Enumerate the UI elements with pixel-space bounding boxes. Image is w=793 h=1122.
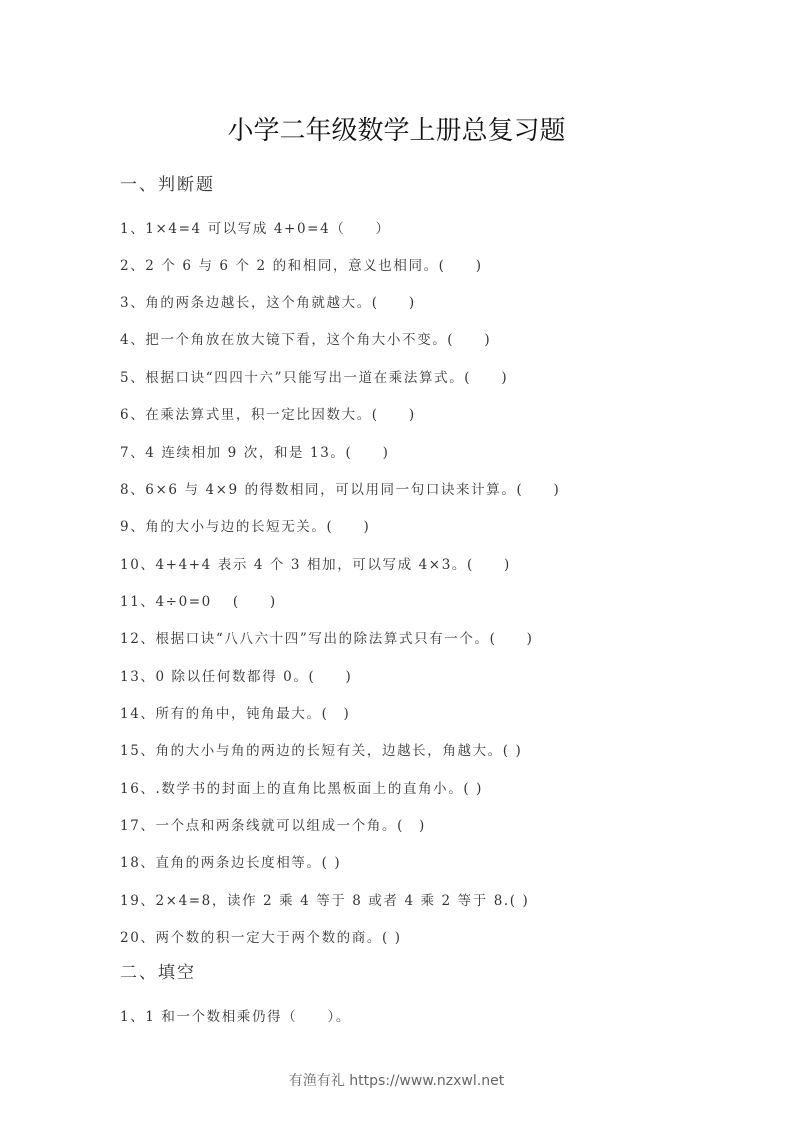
footer-watermark: 有渔有礼 https://www.nzxwl.net bbox=[288, 1073, 505, 1089]
question-item: 5、根据口诀“四四十六”只能写出一道在乘法算式。( ) bbox=[120, 370, 509, 386]
question-item: 7、4 连续相加 9 次，和是 13。( ) bbox=[120, 445, 390, 461]
question-item: 1、1 和一个数相乘仍得（ ）。 bbox=[120, 1009, 351, 1025]
question-item: 13、0 除以任何数都得 0。( ) bbox=[120, 669, 353, 685]
question-item: 8、6×6 与 4×9 的得数相同，可以用同一句口诀来计算。( ) bbox=[120, 482, 561, 498]
section-heading-judgment: 一、判断题 bbox=[120, 175, 215, 195]
question-item: 10、4+4+4 表示 4 个 3 相加，可以写成 4×3。( ) bbox=[120, 557, 511, 573]
question-item: 19、2×4=8，读作 2 乘 4 等于 8 或者 4 乘 2 等于 8.( ) bbox=[120, 893, 530, 909]
question-item: 14、所有的角中，钝角最大。( ) bbox=[120, 706, 351, 722]
question-item: 4、把一个角放在放大镜下看，这个角大小不变。( ) bbox=[120, 332, 492, 348]
section-heading-fill-blank: 二、填空 bbox=[120, 963, 196, 983]
question-item: 20、两个数的积一定大于两个数的商。( ) bbox=[120, 930, 402, 946]
question-item: 3、角的两条边越长，这个角就越大。( ) bbox=[120, 295, 416, 311]
question-item: 6、在乘法算式里，积一定比因数大。( ) bbox=[120, 407, 416, 423]
question-item: 1、1×4=4 可以写成 4+0=4（ ） bbox=[120, 221, 391, 237]
page-title: 小学二年级数学上册总复习题 bbox=[227, 116, 566, 146]
question-item: 12、根据口诀“八八六十四”写出的除法算式只有一个。( ) bbox=[120, 631, 534, 647]
question-item: 16、.数学书的封面上的直角比黑板面上的直角小。( ) bbox=[120, 781, 483, 797]
question-item: 2、2 个 6 与 6 个 2 的和相同，意义也相同。( ) bbox=[120, 258, 483, 274]
question-item: 15、角的大小与角的两边的长短有关，边越长，角越大。( ) bbox=[120, 743, 523, 759]
question-item: 9、角的大小与边的长短无关。( ) bbox=[120, 519, 371, 535]
question-item: 18、直角的两条边长度相等。( ) bbox=[120, 855, 342, 871]
question-item: 17、一个点和两条线就可以组成一个角。( ) bbox=[120, 818, 426, 834]
question-item: 11、4÷0=0 ( ) bbox=[120, 594, 277, 610]
